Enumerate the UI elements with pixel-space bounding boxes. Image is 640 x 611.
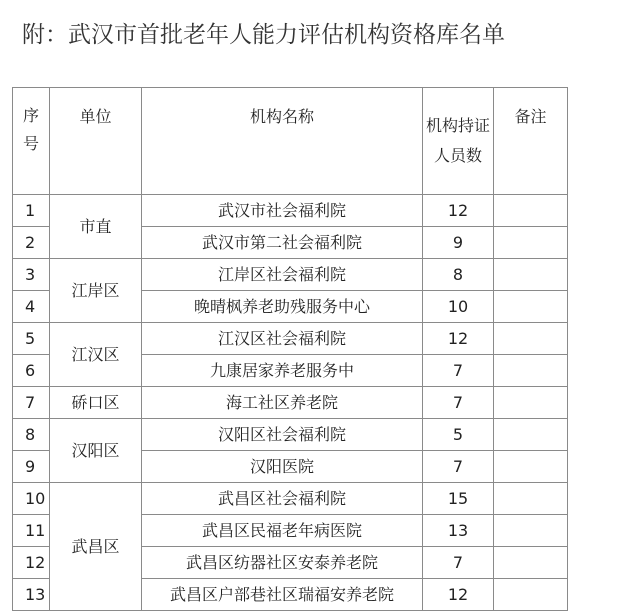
header-count: 机构持证人员数	[423, 88, 494, 195]
row-note	[494, 259, 568, 291]
row-seq: 11	[13, 515, 50, 547]
row-seq: 3	[13, 259, 50, 291]
row-name: 海工社区养老院	[142, 387, 423, 419]
row-note	[494, 195, 568, 227]
row-note	[494, 451, 568, 483]
row-count: 13	[423, 515, 494, 547]
row-count: 7	[423, 387, 494, 419]
row-unit: 硚口区	[50, 387, 142, 419]
row-name: 武汉市社会福利院	[142, 195, 423, 227]
row-count: 5	[423, 419, 494, 451]
row-count: 9	[423, 227, 494, 259]
row-name: 江岸区社会福利院	[142, 259, 423, 291]
row-count: 7	[423, 451, 494, 483]
row-count: 12	[423, 195, 494, 227]
table-row	[13, 259, 568, 291]
row-note	[494, 419, 568, 451]
row-name: 晚晴枫养老助残服务中心	[142, 291, 423, 323]
row-note	[494, 547, 568, 579]
row-seq: 10	[13, 483, 50, 515]
institution-table	[12, 87, 568, 611]
row-name: 武昌区民福老年病医院	[142, 515, 423, 547]
row-seq: 7	[13, 387, 50, 419]
row-note	[494, 387, 568, 419]
row-unit: 江汉区	[50, 323, 142, 387]
table-row	[13, 419, 568, 451]
row-name: 汉阳医院	[142, 451, 423, 483]
row-name: 武汉市第二社会福利院	[142, 227, 423, 259]
row-count: 7	[423, 355, 494, 387]
row-count: 12	[423, 579, 494, 611]
header-seq: 序号	[13, 88, 50, 195]
page-title: 附：武汉市首批老年人能力评估机构资格库名单	[22, 22, 505, 48]
table-row	[13, 323, 568, 355]
row-count: 12	[423, 323, 494, 355]
table-row	[13, 387, 568, 419]
row-note	[494, 483, 568, 515]
row-note	[494, 579, 568, 611]
row-seq: 1	[13, 195, 50, 227]
row-count: 15	[423, 483, 494, 515]
row-seq: 12	[13, 547, 50, 579]
table-row	[13, 195, 568, 227]
row-seq: 5	[13, 323, 50, 355]
row-seq: 8	[13, 419, 50, 451]
row-seq: 13	[13, 579, 50, 611]
row-note	[494, 291, 568, 323]
row-note	[494, 323, 568, 355]
row-seq: 4	[13, 291, 50, 323]
row-name: 江汉区社会福利院	[142, 323, 423, 355]
row-unit: 汉阳区	[50, 419, 142, 483]
row-unit: 武昌区	[50, 483, 142, 611]
row-unit: 市直	[50, 195, 142, 259]
header-name: 机构名称	[142, 88, 423, 195]
header-note: 备注	[494, 88, 568, 195]
row-unit: 江岸区	[50, 259, 142, 323]
row-note	[494, 515, 568, 547]
row-name: 武昌区社会福利院	[142, 483, 423, 515]
row-name: 武昌区纺器社区安泰养老院	[142, 547, 423, 579]
row-name: 汉阳区社会福利院	[142, 419, 423, 451]
row-seq: 6	[13, 355, 50, 387]
row-seq: 9	[13, 451, 50, 483]
row-count: 8	[423, 259, 494, 291]
row-note	[494, 227, 568, 259]
row-note	[494, 355, 568, 387]
row-name: 九康居家养老服务中	[142, 355, 423, 387]
row-count: 7	[423, 547, 494, 579]
row-seq: 2	[13, 227, 50, 259]
row-count: 10	[423, 291, 494, 323]
table-row	[13, 483, 568, 515]
header-unit: 单位	[50, 88, 142, 195]
row-name: 武昌区户部巷社区瑞福安养老院	[142, 579, 423, 611]
table-header-row	[13, 88, 568, 195]
